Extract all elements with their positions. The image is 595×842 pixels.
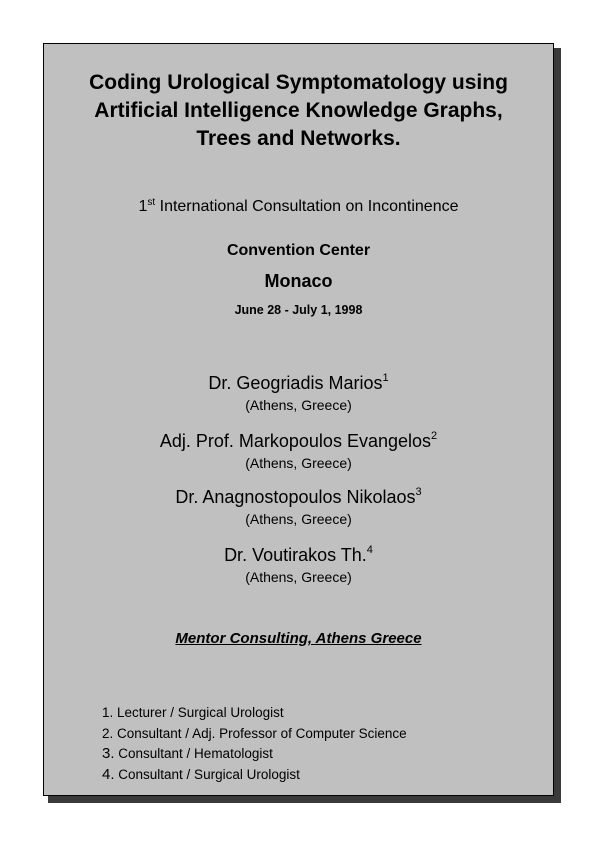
author-location: (Athens, Greece) — [245, 511, 352, 527]
conference-name — [44, 197, 553, 217]
footnote-text: Lecturer / Surgical Urologist — [113, 705, 284, 720]
author-footnote-mark: 4 — [366, 544, 373, 556]
author-name-text: Dr. Geogriadis Marios — [208, 373, 383, 393]
title-line-3: Trees and Networks. — [196, 127, 401, 150]
author-footnote-mark: 1 — [382, 372, 389, 384]
venue: Convention Center — [226, 242, 371, 259]
author-footnote-mark: 3 — [415, 486, 422, 498]
footnote-item — [102, 703, 407, 724]
footnotes-list — [102, 703, 407, 785]
author-name-text: Dr. Anagnostopoulos Nikolaos — [175, 487, 416, 507]
title-line-1: Coding Urological Symptomatology using — [89, 71, 508, 94]
document-title — [44, 69, 553, 153]
footnote-item — [102, 724, 407, 745]
author-location: (Athens, Greece) — [245, 569, 352, 585]
author-location: (Athens, Greece) — [245, 455, 352, 471]
footnote-item — [102, 765, 407, 786]
author-name — [44, 372, 553, 394]
author-name-text: Adj. Prof. Markopoulos Evangelos — [159, 431, 432, 451]
author-footnote-mark: 2 — [431, 430, 438, 442]
footnote-text: Consultant / Hematologist — [114, 746, 273, 761]
footnote-number: 2. — [102, 725, 114, 741]
title-page-panel — [43, 43, 554, 796]
author-location: (Athens, Greece) — [245, 397, 352, 413]
title-line-2: Artificial Intelligence Knowledge Graphs, — [94, 99, 503, 122]
conference-title: International Consultation on Incontinence — [155, 198, 459, 215]
author-name-text: Dr. Voutirakos Th. — [224, 545, 367, 565]
author-name — [44, 544, 553, 566]
organization: Mentor Consulting, Athens Greece — [175, 630, 422, 647]
event-dates: June 28 - July 1, 1998 — [234, 303, 363, 317]
conference-ordinal-number: 1 — [138, 198, 148, 215]
conference-ordinal-suffix: st — [147, 197, 156, 208]
footnote-number: 1. — [102, 705, 114, 720]
city: Monaco — [264, 271, 333, 291]
author-name — [44, 486, 553, 508]
footnote-number: 3. — [102, 745, 115, 762]
footnote-text: Consultant / Adj. Professor of Computer Science — [113, 725, 407, 741]
author-name — [44, 430, 553, 452]
footnote-number: 4. — [102, 765, 115, 783]
footnote-item — [102, 744, 407, 765]
footnote-text: Consultant / Surgical Urologist — [114, 766, 300, 782]
